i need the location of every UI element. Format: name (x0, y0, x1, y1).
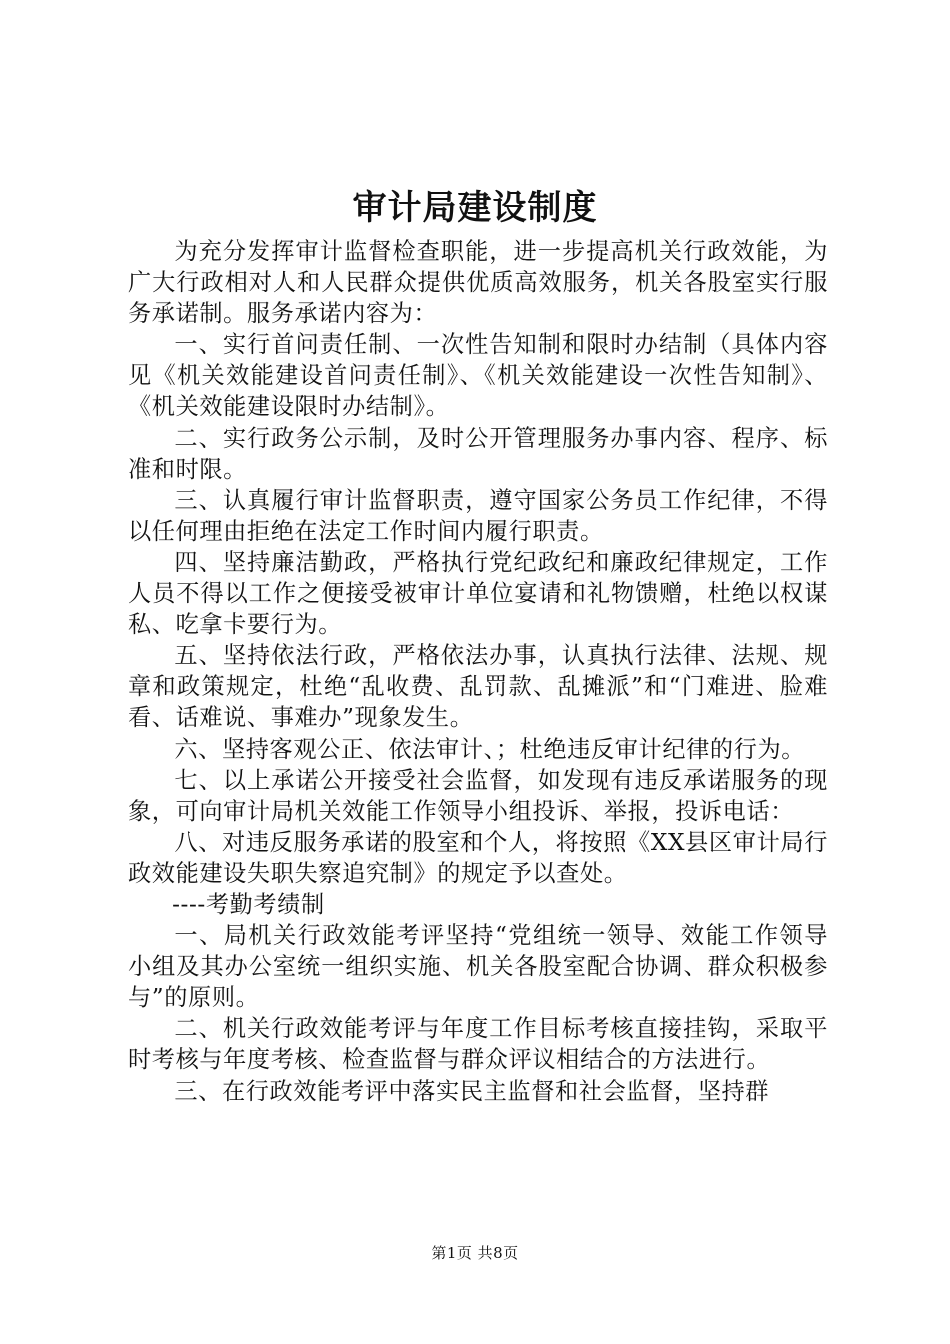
paragraph-item-3: 三、认真履行审计监督职责，遵守国家公务员工作纪律，不得以任何理由拒绝在法定工作时间内履行职责。 (128, 486, 828, 545)
paragraph-attendance-3: 三、在行政效能考评中落实民主监督和社会监督，坚持群 (174, 1077, 770, 1105)
paragraph-item-8: 八、对违反服务承诺的股室和个人，将按照《XX县区审计局行政效能建设失职失察追究制》的规定予以查处。 (128, 828, 828, 887)
document-title: 审计局建设制度 (352, 188, 598, 228)
paragraph-item-7: 七、以上承诺公开接受社会监督，如发现有违反承诺服务的现象，可向审计局机关效能工作领导小组投诉、举报，投诉电话： (128, 766, 828, 825)
paragraph-item-4: 四、坚持廉洁勤政，严格执行党纪政纪和廉政纪律规定，工作人员不得以工作之便接受被审计单位宴请和礼物馈赠，杜绝以权谋私、吃拿卡要行为。 (128, 548, 828, 639)
paragraph-item-5: 五、坚持依法行政，严格依法办事，认真执行法律、法规、规章和政策规定，杜绝“乱收费、乱罚款、乱摊派”和“门难进、脸难看、话难说、事难办”现象发生。 (128, 642, 828, 732)
page-footer: 第1页 共8页 (431, 1244, 519, 1262)
paragraph-attendance-1: 一、局机关行政效能考评坚持“党组统一领导、效能工作领导小组及其办公室统一组织实施、机关各股室配合协调、群众积极参与”的原则。 (128, 922, 828, 1012)
paragraph-item-2: 二、实行政务公示制，及时公开管理服务办事内容、程序、标准和时限。 (128, 424, 828, 483)
paragraph-item-6: 六、坚持客观公正、依法审计、；杜绝违反审计纪律的行为。 (174, 735, 806, 763)
section-heading-attendance: ----考勤考绩制 (172, 890, 325, 918)
document-body (128, 236, 828, 1107)
paragraph-item-1: 一、实行首问责任制、一次性告知制和限时办结制（具体内容见《机关效能建设首问责任制》、《机关效能建设一次性告知制》、《机关效能建设限时办结制》。 (128, 331, 828, 421)
paragraph-attendance-2: 二、机关行政效能考评与年度工作目标考核直接挂钩，采取平时考核与年度考核、检查监督与群众评议相结合的方法进行。 (128, 1015, 828, 1074)
paragraph-intro: 为充分发挥审计监督检查职能，进一步提高机关行政效能，为广大行政相对人和人民群众提供优质高效服务，机关各股室实行服务承诺制。服务承诺内容为： (128, 238, 828, 328)
